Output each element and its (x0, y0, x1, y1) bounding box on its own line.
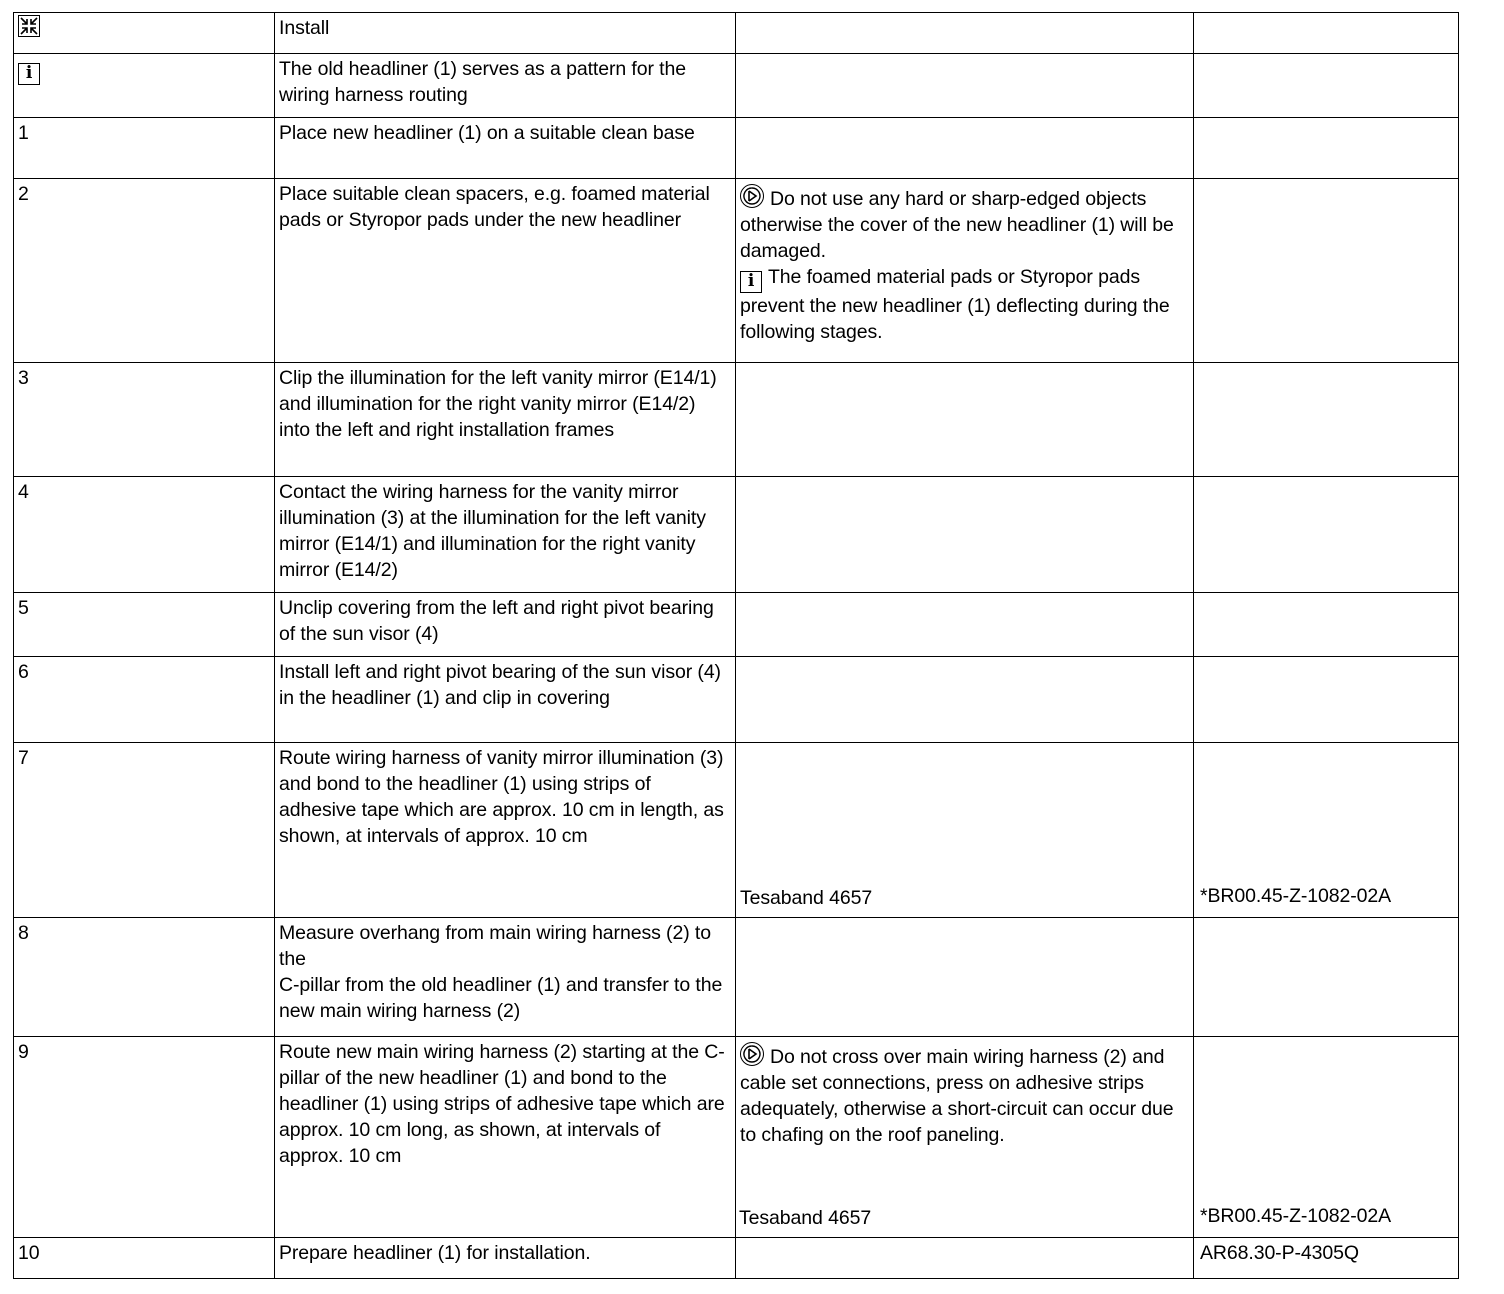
ref-cell: *BR00.45-Z-1082-02A (1194, 1037, 1459, 1238)
warning-icon (740, 184, 764, 208)
ref-cell (1194, 918, 1459, 1037)
step-number: 6 (14, 657, 275, 743)
desc-line: C-pillar from the old headliner (1) and transfer to the new main wiring harness (2) (279, 974, 723, 1022)
note-cell (736, 477, 1194, 593)
ref-cell (1194, 118, 1459, 179)
desc-line: Measure overhang from main wiring harness (2) to the (279, 922, 711, 970)
step-cell (14, 13, 275, 54)
step-number: 10 (14, 1238, 275, 1279)
warning-icon (740, 1042, 764, 1066)
ref-cell (1194, 13, 1459, 54)
table-row (14, 743, 1459, 918)
note-cell (736, 54, 1194, 118)
table-row (14, 593, 1459, 657)
ref-cell: *BR00.45-Z-1082-02A (1194, 743, 1459, 918)
step-cell (14, 54, 275, 118)
desc-cell: Route wiring harness of vanity mirror illumination (3) and bond to the headliner (1) using strips of adhesive tape which are approx. 10 cm in length, as shown, at intervals of approx. 10 cm (275, 743, 736, 918)
note-cell (736, 1037, 1194, 1238)
step-number: 1 (14, 118, 275, 179)
info-icon: i (740, 271, 762, 293)
tool-cell: Tesaband 4657 (736, 743, 1194, 918)
note-cell (736, 363, 1194, 477)
table-row (14, 918, 1459, 1037)
note-cell (736, 179, 1194, 363)
note-cell (736, 918, 1194, 1037)
step-number: 8 (14, 918, 275, 1037)
table-row (14, 363, 1459, 477)
table-row (14, 1037, 1459, 1238)
note-cell (736, 593, 1194, 657)
ref-cell (1194, 477, 1459, 593)
desc-cell: Contact the wiring harness for the vanity mirror illumination (3) at the illumination for the left vanity mirror (E14/1) and illumination for the right vanity mirror (E14/2) (275, 477, 736, 593)
desc-line: Route new main wiring harness (2) starting at the C-pillar of the new headliner (1) and bond to the headliner (1) using strips of adhesive tape which are approx. 10 cm long, as shown, at intervals of (279, 1041, 725, 1141)
ref-cell (1194, 54, 1459, 118)
ref-cell (1194, 363, 1459, 477)
table-row (14, 13, 1459, 54)
note-cell (736, 657, 1194, 743)
note-cell (736, 1238, 1194, 1279)
table-row (14, 179, 1459, 363)
table-row (14, 477, 1459, 593)
tool-text: Tesaband 4657 (739, 1207, 872, 1229)
info-text: The foamed material pads or Styropor pads prevent the new headliner (1) deflecting during the following stages. (740, 266, 1170, 343)
desc-cell: Prepare headliner (1) for installation. (275, 1238, 736, 1279)
warning-text: Do not use any hard or sharp-edged objects otherwise the cover of the new headliner (1) will be damaged. (740, 188, 1174, 262)
desc-cell: Place suitable clean spacers, e.g. foamed material pads or Styropor pads under the new headliner (275, 179, 736, 363)
step-number: 7 (14, 743, 275, 918)
procedure-table (13, 12, 1459, 1279)
ref-cell (1194, 593, 1459, 657)
desc-line: approx. 10 cm (279, 1145, 402, 1167)
step-number: 4 (14, 477, 275, 593)
step-number: 5 (14, 593, 275, 657)
desc-cell: Install (275, 13, 736, 54)
step-number: 9 (14, 1037, 275, 1238)
install-icon (18, 15, 40, 37)
table-row (14, 118, 1459, 179)
desc-cell: Place new headliner (1) on a suitable clean base (275, 118, 736, 179)
ref-cell: AR68.30-P-4305Q (1194, 1238, 1459, 1279)
table-row (14, 1238, 1459, 1279)
step-number: 3 (14, 363, 275, 477)
note-cell (736, 13, 1194, 54)
desc-cell: Clip the illumination for the left vanity mirror (E14/1) and illumination for the right vanity mirror (E14/2) into the left and right installation frames (275, 363, 736, 477)
warning-text: Do not cross over main wiring harness (2) and cable set connections, press on adhesive strips adequately, otherwise a short-circuit can occur due to chafing on the roof paneling. (740, 1046, 1174, 1146)
desc-cell: Unclip covering from the left and right pivot bearing of the sun visor (4) (275, 593, 736, 657)
desc-cell: The old headliner (1) serves as a pattern for the wiring harness routing (275, 54, 736, 118)
ref-cell (1194, 179, 1459, 363)
table-row (14, 657, 1459, 743)
desc-cell: Install left and right pivot bearing of the sun visor (4) in the headliner (1) and clip in covering (275, 657, 736, 743)
desc-cell (275, 1037, 736, 1238)
note-cell (736, 118, 1194, 179)
info-icon: i (18, 63, 40, 85)
ref-cell (1194, 657, 1459, 743)
table-row (14, 54, 1459, 118)
step-number: 2 (14, 179, 275, 363)
desc-cell (275, 918, 736, 1037)
